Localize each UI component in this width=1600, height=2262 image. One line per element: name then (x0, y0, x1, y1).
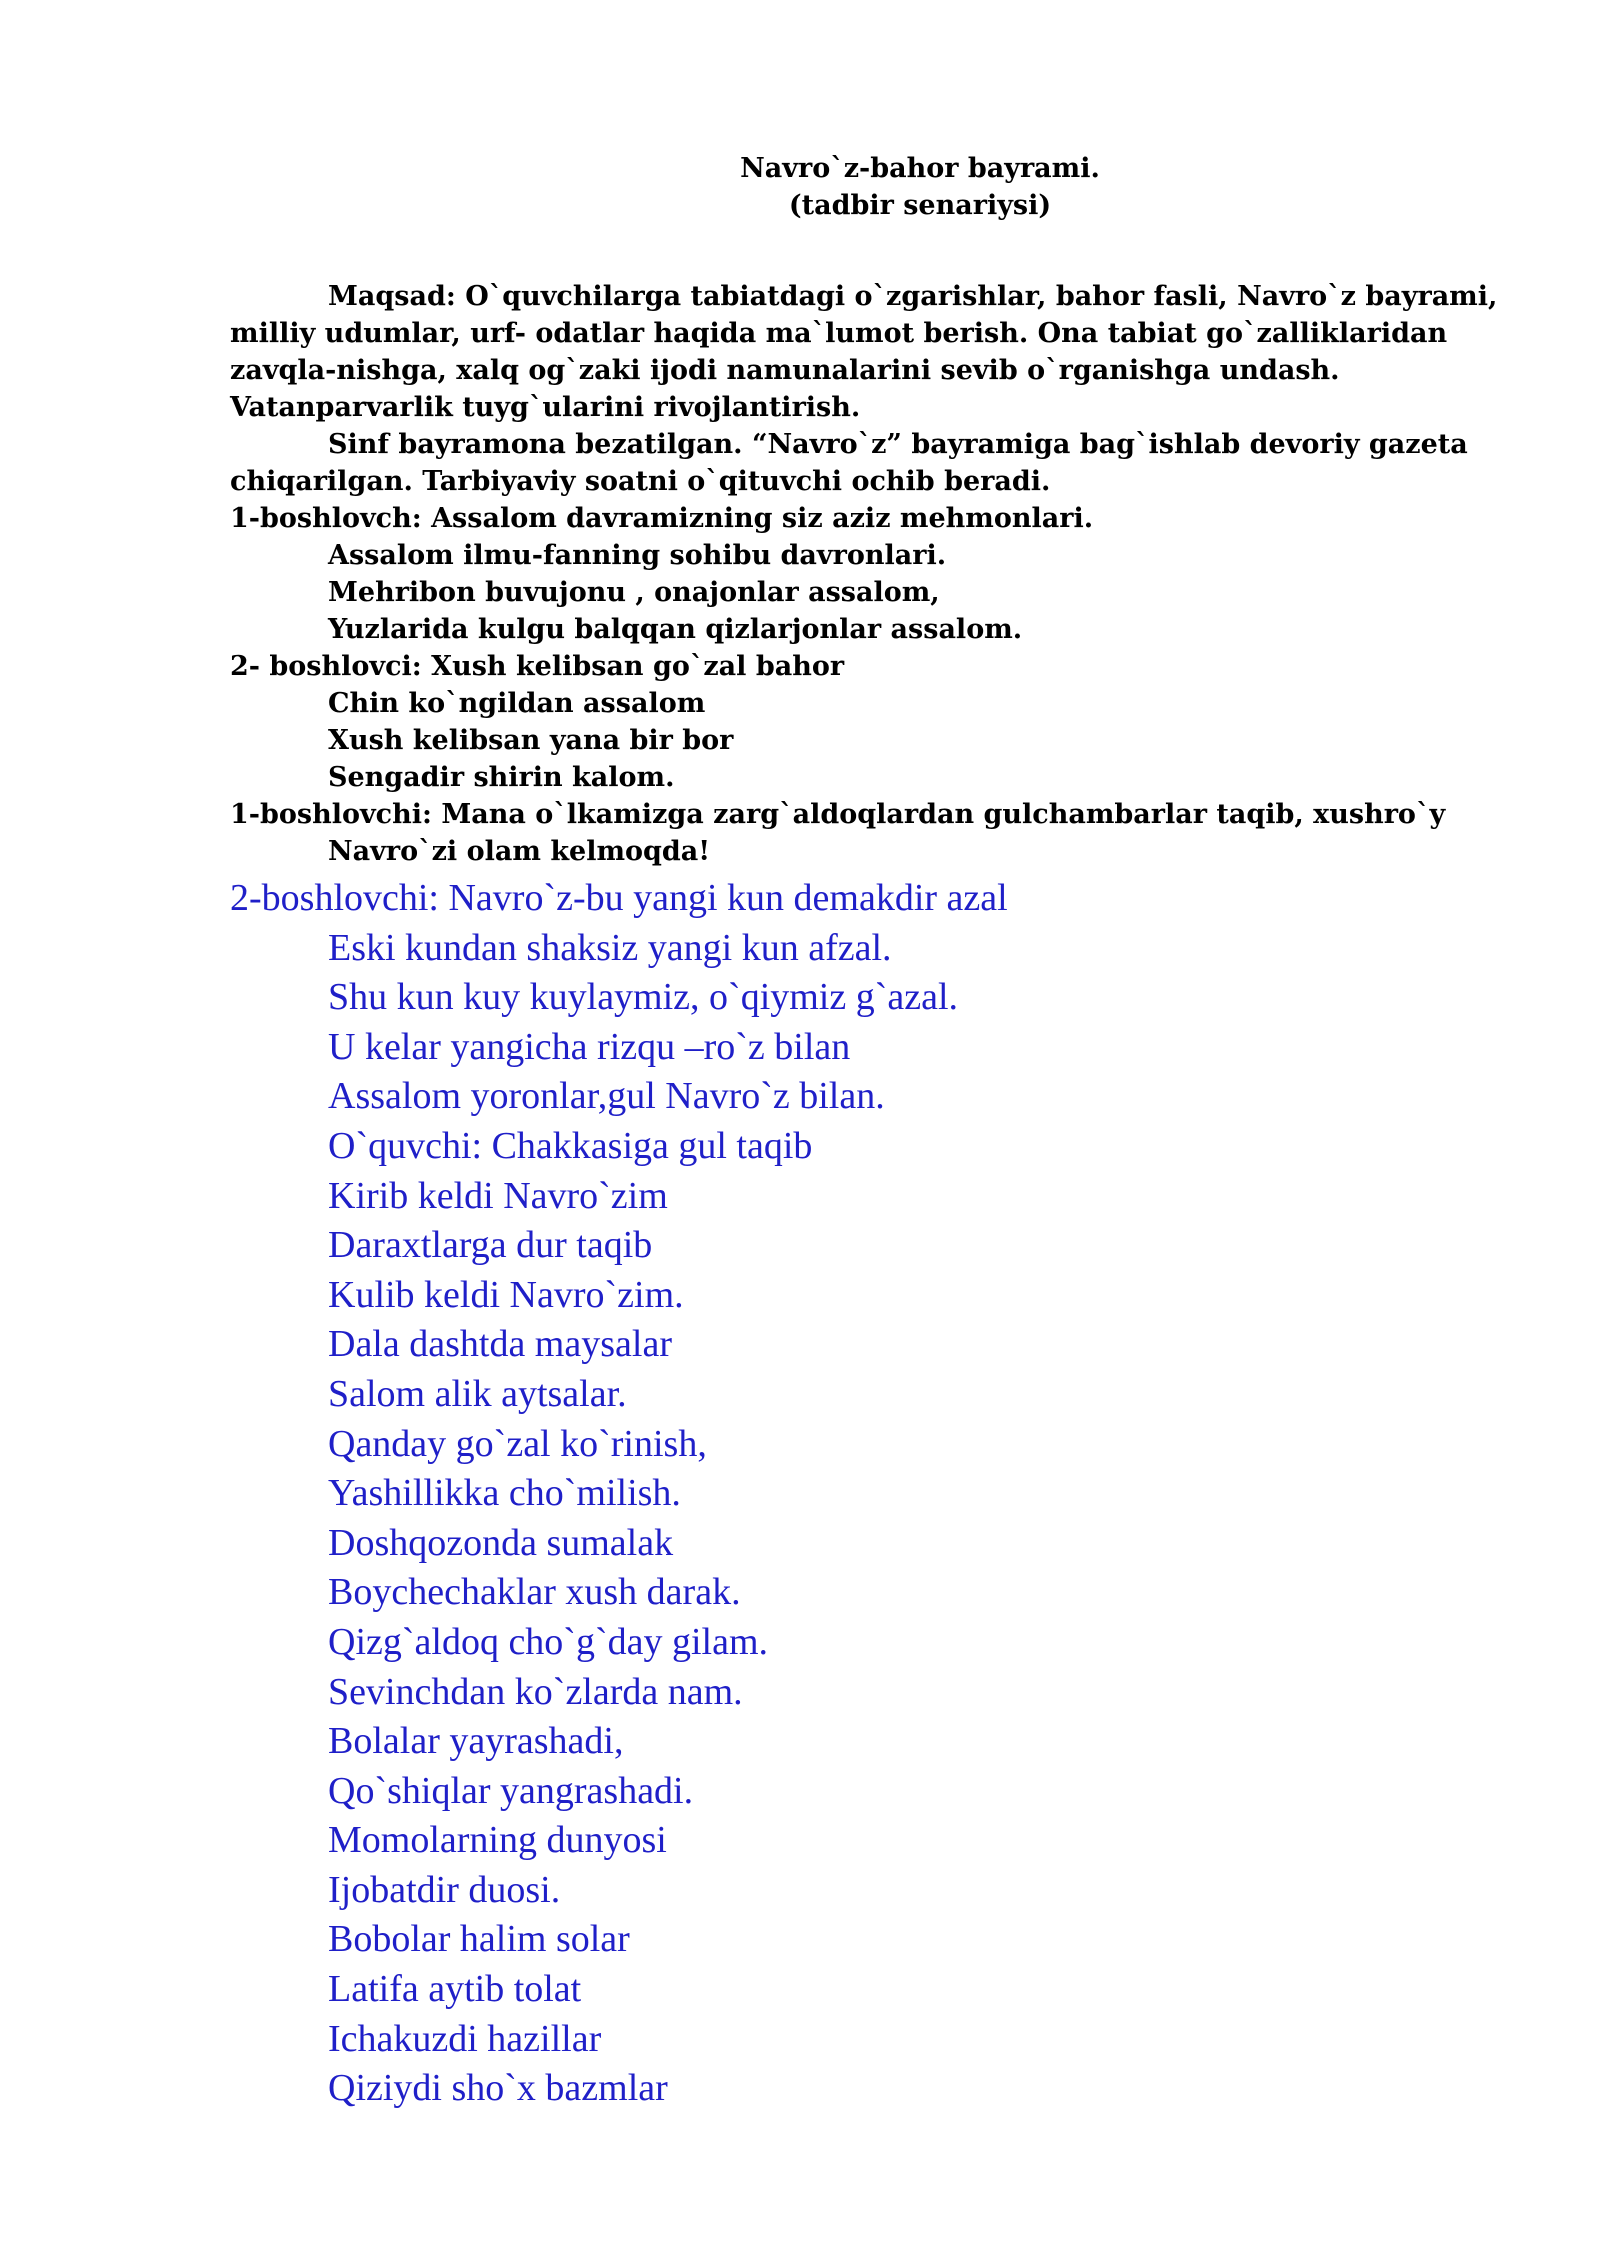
intro-line: 1-boshlovch: Assalom davramizning siz aziz mehmonlari. (230, 503, 1094, 534)
intro-line: Xush kelibsan yana bir bor (328, 725, 734, 756)
intro-line: zavqla-nishga, xalq og`zaki ijodi namunalarini sevib o`rganishga undash. (230, 355, 1340, 386)
poem-line: Latifa aytib tolat (328, 1968, 582, 2011)
poem-line: Bobolar halim solar (328, 1918, 630, 1961)
intro-section (230, 278, 1498, 870)
poem-line: Ichakuzdi hazillar (328, 2017, 602, 2060)
poem-line: Assalom yoronlar,gul Navro`z bilan. (328, 1075, 885, 1118)
intro-line: Assalom ilmu-fanning sohibu davronlari. (328, 540, 947, 571)
poem-line: Momolarning dunyosi (328, 1819, 667, 1862)
page-subtitle: (tadbir senariysi) (788, 190, 1052, 221)
intro-line: milliy udumlar, urf- odatlar haqida ma`lumot berish. Ona tabiat go`zalliklaridan (230, 318, 1448, 349)
poem-line: 2-boshlovchi: Navro`z-bu yangi kun demakdir azal (230, 877, 1008, 919)
document-header (0, 150, 1600, 224)
poem-line: Eski kundan shaksiz yangi kun afzal. (328, 926, 892, 969)
poem-section (230, 874, 1480, 2114)
intro-line: Yuzlarida kulgu balqqan qizlarjonlar assalom. (328, 614, 1023, 645)
poem-line: Boychechaklar xush darak. (328, 1571, 741, 1614)
poem-line: Yashillikka cho`milish. (328, 1472, 681, 1515)
poem-line: Salom alik aytsalar. (328, 1372, 627, 1415)
intro-line: Sengadir shirin kalom. (328, 762, 675, 793)
intro-line: Sinf bayramona bezatilgan. “Navro`z” bayramiga bag`ishlab devoriy gazeta (328, 429, 1468, 460)
poem-line: Bolalar yayrashadi, (328, 1720, 624, 1763)
poem-line: O`quvchi: Chakkasiga gul taqib (328, 1124, 813, 1167)
poem-line: Qanday go`zal ko`rinish, (328, 1422, 707, 1465)
poem-line: Qo`shiqlar yangrashadi. (328, 1769, 694, 1812)
poem-line: Sevinchdan ko`zlarda nam. (328, 1670, 743, 1713)
poem-line: U kelar yangicha rizqu –ro`z bilan (328, 1025, 851, 1068)
intro-line: chiqarilgan. Tarbiyaviy soatni o`qituvchi ochib beradi. (230, 466, 1051, 497)
intro-line: Vatanparvarlik tuyg`ularini rivojlantirish. (230, 392, 861, 423)
poem-line: Doshqozonda sumalak (328, 1521, 674, 1564)
intro-line: Maqsad: O`quvchilarga tabiatdagi o`zgarishlar, bahor fasli, Navro`z bayrami, (328, 281, 1498, 312)
poem-line: Qiziydi sho`x bazmlar (328, 2067, 668, 2110)
poem-line: Qizg`aldoq cho`g`day gilam. (328, 1620, 769, 1663)
intro-line: Navro`zi olam kelmoqda! (328, 836, 711, 867)
poem-line: Kulib keldi Navro`zim. (328, 1273, 684, 1316)
intro-line: 2- boshlovci: Xush kelibsan go`zal bahor (230, 651, 845, 682)
poem-line: Daraxtlarga dur taqib (328, 1224, 653, 1267)
intro-line: 1-boshlovchi: Mana o`lkamizga zarg`aldoqlardan gulchambarlar taqib, xushro`y (230, 799, 1446, 830)
poem-line: Ijobatdir duosi. (328, 1868, 561, 1911)
intro-line: Chin ko`ngildan assalom (328, 688, 706, 719)
poem-line: Shu kun kuy kuylaymiz, o`qiymiz g`azal. (328, 976, 959, 1019)
page-title: Navro`z-bahor bayrami. (740, 153, 1100, 184)
intro-line: Mehribon buvujonu , onajonlar assalom, (328, 577, 940, 608)
poem-line: Kirib keldi Navro`zim (328, 1174, 668, 1217)
poem-line: Dala dashtda maysalar (328, 1323, 672, 1366)
